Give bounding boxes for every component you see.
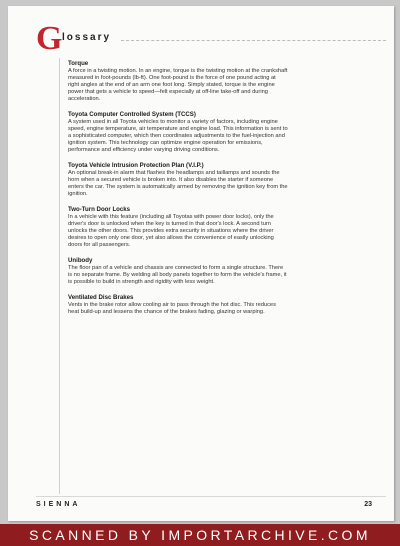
- glossary-entry-tccs: [68, 111, 288, 154]
- glossary-definition: A system used in all Toyota vehicles to monitor a variety of factors, including engine speed, engine temperature, air temperature and engine load. This information is sent to a sophisticated computer, which then coordinates adjustments to the fuel-injection and ignition system. This technology can optimize engine operation for emissions, performance and efficiency under varying driving conditions.: [68, 119, 288, 153]
- glossary-definition: Vents in the brake rotor allow cooling air to pass through the hot disc. This reduces heat build-up and lessens the chance of the brakes fading, glazing or warping.: [68, 302, 276, 315]
- glossary-entry-ventilated-disc-brakes: [68, 294, 288, 316]
- footer-brand: SIENNA: [36, 501, 81, 508]
- glossary-term: Toyota Computer Controlled System (TCCS): [68, 111, 196, 118]
- glossary-term: Two-Turn Door Locks: [68, 206, 131, 213]
- glossary-entry-vip: [68, 162, 288, 198]
- glossary-list: [68, 60, 288, 324]
- header-title: lossary: [62, 32, 112, 43]
- footer-divider: [36, 496, 386, 497]
- glossary-definition: In a vehicle with this feature (including all Toyotas with power door locks), only the driver's door is unlocked when the key is turned in that door's lock. A second turn unlocks the other doors. This provides extra security in situations where the driver desires to open only one door, yet also allows the convenience of easily unlocking doors for all passengers.: [68, 214, 274, 248]
- glossary-entry-two-turn-door-locks: [68, 206, 288, 249]
- glossary-entry-torque: [68, 60, 288, 103]
- brochure-page: [8, 6, 394, 521]
- glossary-term: Torque: [68, 60, 89, 67]
- glossary-entry-unibody: [68, 257, 288, 286]
- scan-banner-text: SCANNED BY IMPORTARCHIVE.COM: [29, 527, 371, 543]
- glossary-definition: An optional break-in alarm that flashes the headlamps and taillamps and sounds the horn when a secured vehicle is broken into. It also disables the starter if someone enters the car. The system is automatically armed by removing the ignition key from the ignition.: [68, 170, 288, 197]
- header-initial: G: [36, 20, 63, 57]
- side-divider: [59, 58, 60, 494]
- glossary-definition: A force in a twisting motion. In an engine, torque is the twisting motion at the crankshaft measured in foot-pounds (lb-ft). One foot-pound is the force of one pound acting at right angles at the end of an arm one foot long. Simply stated, torque is the engine power that gets a vehicle to speed—felt especially at off-line take-off and during acceleration.: [68, 68, 288, 102]
- scan-banner: [0, 524, 400, 546]
- page-number: 23: [364, 501, 372, 508]
- glossary-term: Ventilated Disc Brakes: [68, 294, 134, 301]
- header-divider: [121, 40, 386, 41]
- glossary-term: Toyota Vehicle Intrusion Protection Plan (V.I.P.): [68, 162, 204, 169]
- glossary-definition: The floor pan of a vehicle and chassis are connected to form a single structure. There is no separate frame. By welding all body panels together to form the vehicle's frame, it is possible to build in strength and rigidity with less weight.: [68, 265, 287, 285]
- page-header: [36, 20, 386, 57]
- glossary-term: Unibody: [68, 257, 93, 264]
